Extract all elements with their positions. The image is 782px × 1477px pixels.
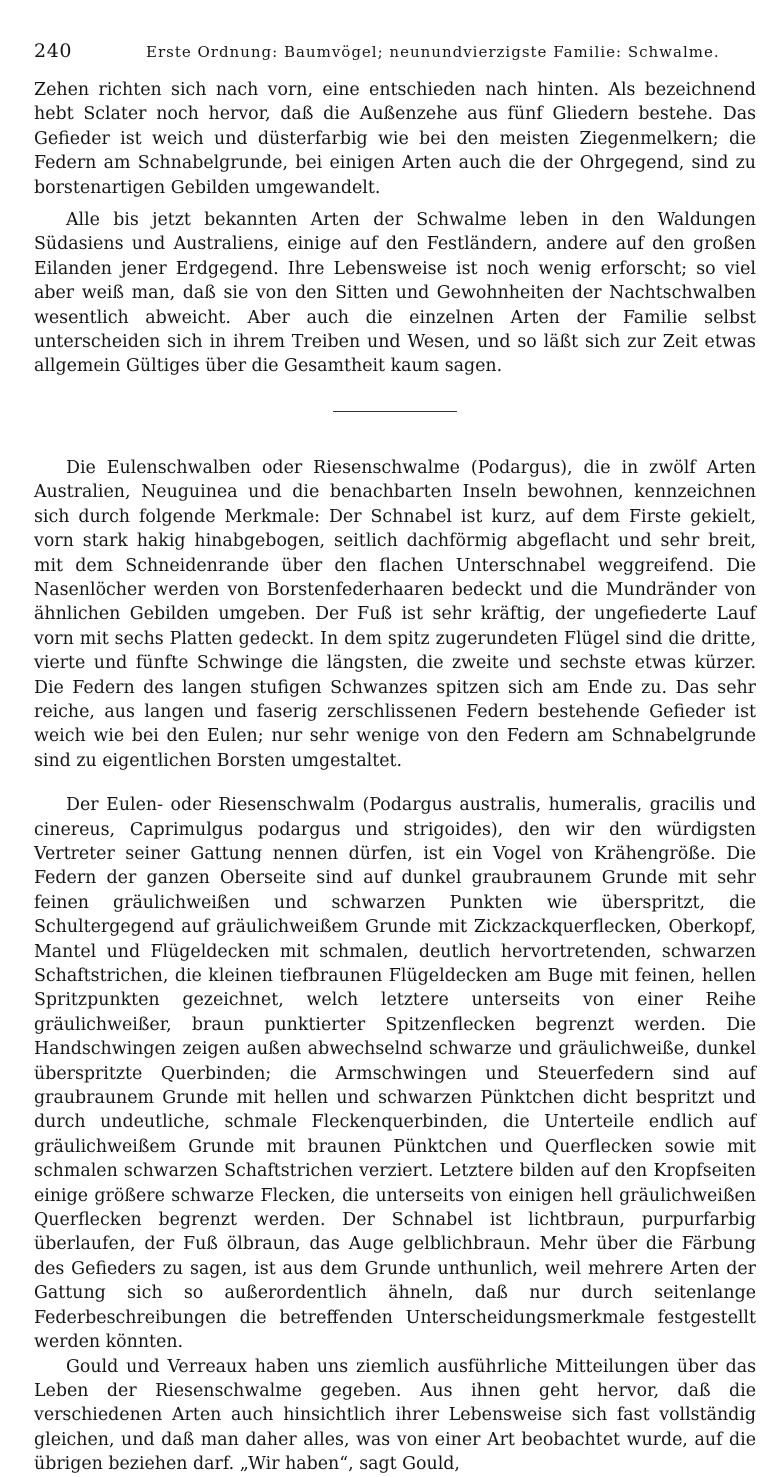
running-title: Erste Ordnung: Baumvögel; neunundvierzigste Familie: Schwalme. <box>146 43 720 61</box>
paragraph-2: Alle bis jetzt bekannten Arten der Schwalme leben in den Waldungen Südasiens und Australiens, einige auf den Festländern, andere auf den großen Eilanden jener Erdgegend. Ihre Lebensweise ist noch wenig erforscht; so viel aber weiß man, daß sie von den Sitten und Gewohnheiten der Nachtschwalben wesentlich abweicht. Aber auch die einzelnen Arten der Familie selbst unterscheiden sich in ihrem Treiben und Wesen, und so läßt sich zur Zeit etwas allgemein Gültiges über die Gesamtheit kaum sagen. <box>34 210 756 377</box>
paragraph-3: Die Eulenschwalben oder Riesenschwalme (Podargus), die in zwölf Arten Australien, Neuguinea und die benachbarten Inseln bewohnen, kennzeichnen sich durch folgende Merkmale: Der Schnabel ist kurz, auf dem Firste gekielt, vorn stark hakig hinabgebogen, seitlich dachförmig abgeflacht und sehr breit, mit dem Schneidenrande über den flachen Unterschnabel weggreifend. Die Nasenlöcher werden von Borstenfederhaaren bedeckt und die Mundränder von ähnlichen Gebilden umgeben. Der Fuß ist sehr kräftig, der ungefiederte Lauf vorn mit sechs Platten gedeckt. In dem spitz zugerundeten Flügel sind die dritte, vierte und fünfte Schwinge die längsten, die zweite und sechste etwas kürzer. Die Federn des langen stufigen Schwanzes spitzen sich am Ende zu. Das sehr reiche, aus langen und faserig zerschlissenen Federn bestehende Gefieder ist weich wie bei den Eulen; nur sehr wenige von den Federn am Schnabelgrunde sind zu eigentlichen Borsten umgestaltet. <box>34 457 756 771</box>
page-number: 240 <box>34 40 73 62</box>
paragraph-1: Zehen richten sich nach vorn, eine entschieden nach hinten. Als bezeichnend hebt Sclater noch hervor, daß die Außenzehe aus fünf Gliedern bestehe. Das Gefieder ist weich und düsterfarbig wie bei den meisten Ziegenmelkern; die Federn am Schnabelgrunde, bei einigen Arten auch die der Ohrgegend, sind zu borstenartigen Gebilden umgewandelt. <box>34 80 756 198</box>
paragraph-5: Gould und Verreaux haben uns ziemlich ausführliche Mitteilungen über das Leben der Riesenschwalme gegeben. Aus ihnen geht hervor, daß die verschiedenen Arten auch hinsichtlich ihrer Lebensweise sich fast vollständig gleichen, und daß man daher alles, was von einer Art beobachtet wurde, auf die übrigen beziehen darf. „Wir haben“, sagt Gould, <box>34 1356 756 1475</box>
running-header <box>34 40 756 62</box>
paragraph-4: Der Eulen- oder Riesenschwalm (Podargus australis, humeralis, gracilis und cinereus, Caprimulgus podargus und strigoides), den wir den würdigsten Vertreter seiner Gattung nennen dürfen, ist ein Vogel von Krähengröße. Die Federn der ganzen Oberseite sind auf dunkel graubraunem Grunde mit sehr feinen gräulichweißen und schwarzen Punkten wie überspritzt, die Schultergegend auf gräulichweißem Grunde mit Zickzackquerflecken, Oberkopf, Mantel und Flügeldecken mit schmalen, deutlich hervortretenden, schwarzen Schaftstrichen, die kleinen tiefbraunen Flügeldecken am Buge mit feinen, hellen Spritzpunkten gezeichnet, welch letztere unterseits von einer Reihe gräulichweißer, braun punktierter Spitzenflecken begrenzt werden. Die Handschwingen zeigen außen abwechselnd schwarze und gräulichweiße, dunkel überspritzte Querbinden; die Armschwingen und Steuerfedern sind auf graubraunem Grunde mit hellen und schwarzen Pünktchen dicht bespritzt und durch undeutliche, schmale Fleckenquerbinden, die Unterteile endlich auf gräulichweißem Grunde mit braunen Pünktchen und Querflecken sowie mit schmalen schwarzen Schaftstrichen verziert. Letztere bilden auf den Kropfseiten einige größere schwarze Flecken, die unterseits von einigen hell gräulichweißen Querflecken begrenzt werden. Der Schnabel ist lichtbraun, purpurfarbig überlaufen, der Fuß ölbraun, das Auge gelblichbraun. Mehr über die Färbung des Gefieders zu sagen, ist aus dem Grunde unthunlich, weil mehrere Arten der Gattung sich so außerordentlich ähneln, daß nur durch seitenlange Federbeschreibungen die betreffenden Unterscheidungsmerkmale festgestellt werden könnten. <box>34 795 756 1353</box>
section-divider <box>333 411 457 412</box>
